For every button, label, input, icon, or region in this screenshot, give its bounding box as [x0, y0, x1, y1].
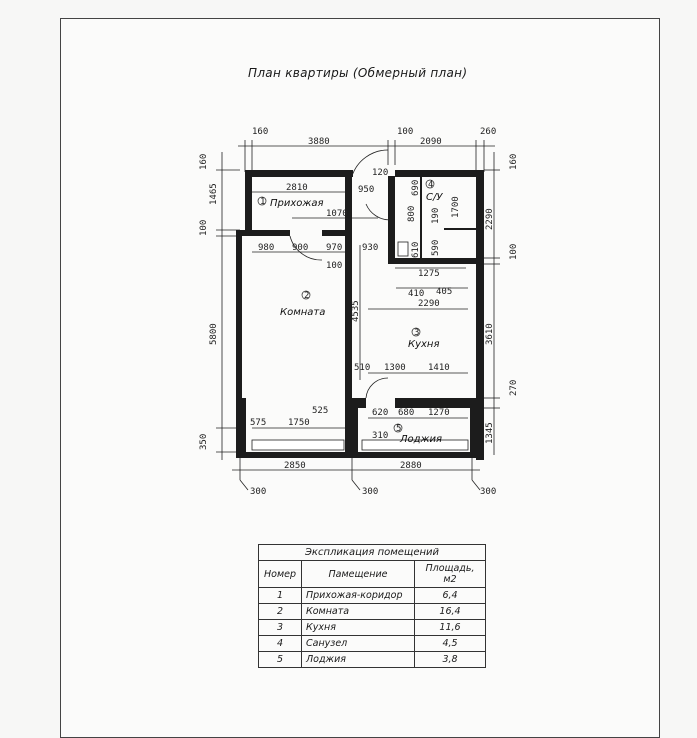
row-room: Санузел	[302, 636, 415, 652]
dim-top-3880: 3880	[308, 137, 330, 147]
dim-800: 800	[407, 205, 417, 222]
table-row	[259, 588, 486, 604]
row-number: 4	[259, 636, 302, 652]
dim-1070: 1070	[326, 209, 348, 219]
dim-690: 690	[411, 179, 421, 196]
dim-900: 900	[292, 243, 309, 253]
row-room: Кухня	[302, 620, 415, 636]
row-area: 6,4	[415, 588, 486, 604]
plan-title: План квартиры (Обмерный план)	[248, 66, 468, 80]
dim-590: 590	[431, 239, 441, 256]
dim-top-160: 160	[252, 127, 269, 137]
dim-left-5800: 5800	[209, 323, 219, 345]
dim-2290: 2290	[418, 299, 440, 309]
dim-1410: 1410	[428, 363, 450, 373]
room-4-label: С/У	[426, 192, 443, 203]
dim-4535: 4535	[351, 300, 361, 322]
room-3-number: 3	[414, 328, 420, 338]
row-number: 3	[259, 620, 302, 636]
dim-950: 950	[358, 185, 375, 195]
dim-410: 410	[408, 289, 425, 299]
dim-680: 680	[398, 408, 415, 418]
dim-offset-300-c: 300	[480, 487, 497, 497]
row-area: 16,4	[415, 604, 486, 620]
explication-table	[258, 544, 486, 668]
dim-left-350: 350	[199, 433, 209, 450]
dim-620: 620	[372, 408, 389, 418]
dim-405: 405	[436, 287, 453, 297]
dim-1275: 1275	[418, 269, 440, 279]
dim-right-100: 100	[509, 243, 519, 260]
dim-970: 970	[326, 243, 343, 253]
dim-room-100: 100	[326, 261, 343, 271]
dim-left-1465: 1465	[209, 183, 219, 205]
room-3-label: Кухня	[408, 339, 440, 350]
dim-1270: 1270	[428, 408, 450, 418]
dim-offset-300-a: 300	[250, 487, 267, 497]
dim-top-2090: 2090	[420, 137, 442, 147]
row-area: 11,6	[415, 620, 486, 636]
table-row	[259, 620, 486, 636]
dim-1750: 1750	[288, 418, 310, 428]
table-row	[259, 604, 486, 620]
dim-980: 980	[258, 243, 275, 253]
row-number: 2	[259, 604, 302, 620]
row-room: Комната	[302, 604, 415, 620]
room-1-number: 1	[260, 197, 266, 207]
dim-top-100: 100	[397, 127, 414, 137]
dim-1300: 1300	[384, 363, 406, 373]
table-row	[259, 636, 486, 652]
row-number: 5	[259, 652, 302, 668]
explication-caption: Экспликация помещений	[259, 545, 486, 561]
dim-930: 930	[362, 243, 379, 253]
row-number: 1	[259, 588, 302, 604]
dim-310: 310	[372, 431, 389, 441]
dim-bottom-2880: 2880	[400, 461, 422, 471]
room-1-label: Прихожая	[270, 198, 324, 209]
dim-top-260: 260	[480, 127, 497, 137]
dim-right-3610: 3610	[485, 323, 495, 345]
dim-offset-300-b: 300	[362, 487, 379, 497]
dim-right-270: 270	[509, 379, 519, 396]
dim-left-160: 160	[199, 153, 209, 170]
row-area: 4,5	[415, 636, 486, 652]
row-area: 3,8	[415, 652, 486, 668]
header-area: Площадь, м2	[415, 561, 486, 588]
room-2-number: 2	[304, 291, 310, 301]
header-room: Памещение	[302, 561, 415, 588]
dim-1700: 1700	[451, 196, 461, 218]
room-5-number: 5	[396, 424, 402, 434]
row-room: Лоджия	[302, 652, 415, 668]
dim-right-160: 160	[509, 153, 519, 170]
dim-610: 610	[411, 241, 421, 258]
row-room: Прихожая-коридор	[302, 588, 415, 604]
dim-right-2290: 2290	[485, 208, 495, 230]
room-5-label: Лоджия	[400, 434, 443, 445]
header-number: Номер	[259, 561, 302, 588]
dim-510: 510	[354, 363, 371, 373]
room-4-number: 4	[428, 180, 434, 190]
dim-2810: 2810	[286, 183, 308, 193]
table-row	[259, 652, 486, 668]
dim-120: 120	[372, 168, 389, 178]
room-2-label: Комната	[280, 307, 326, 318]
dim-575: 575	[250, 418, 267, 428]
dim-190: 190	[431, 207, 441, 224]
dim-right-1345: 1345	[485, 422, 495, 444]
dim-left-100: 100	[199, 219, 209, 236]
dim-bottom-2850: 2850	[284, 461, 306, 471]
dim-525: 525	[312, 406, 329, 416]
